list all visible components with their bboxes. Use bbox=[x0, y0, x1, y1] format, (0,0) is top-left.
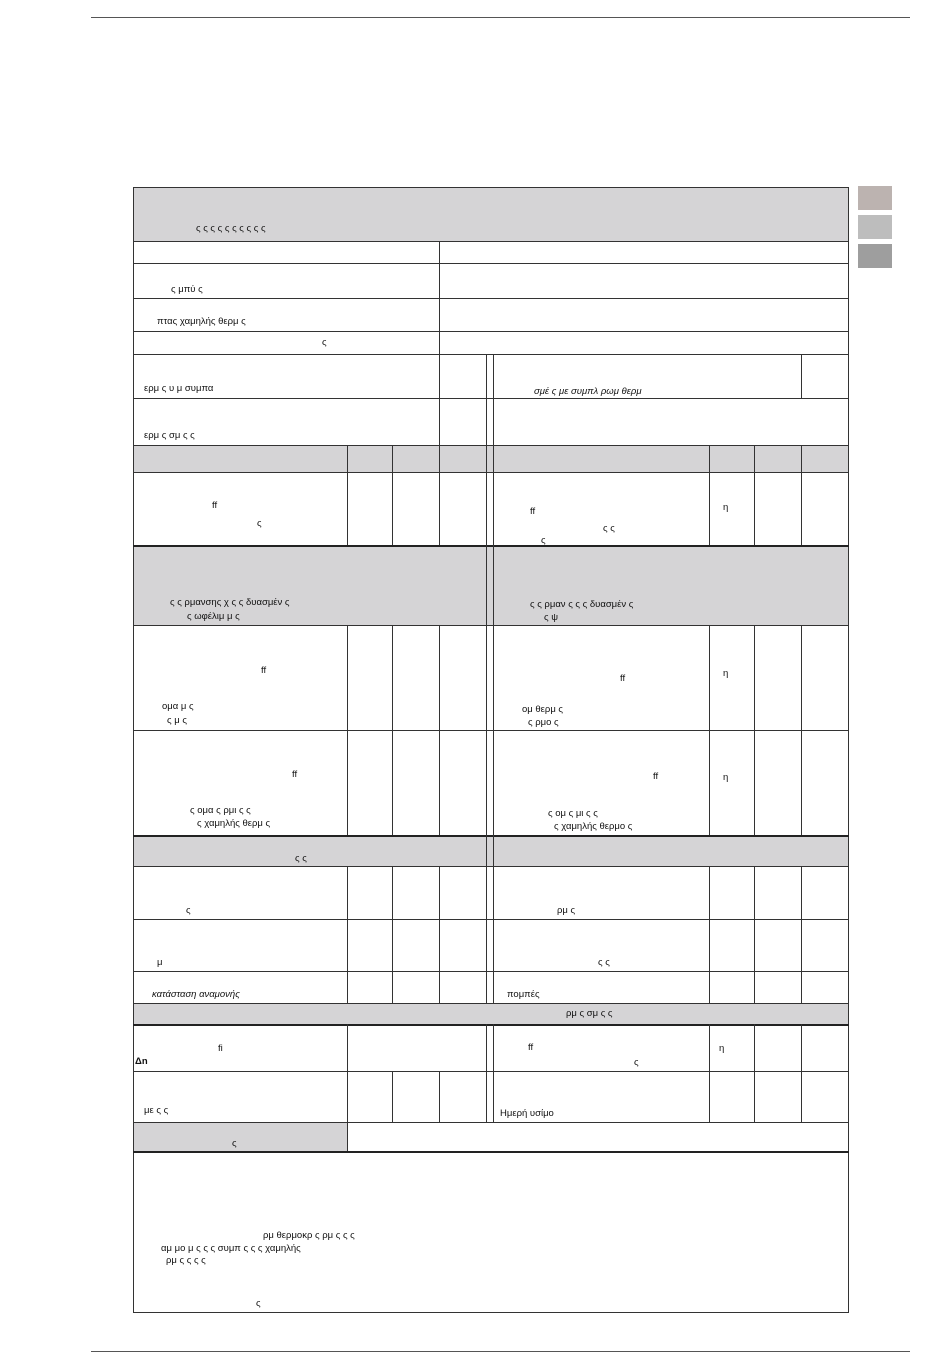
row1-label: ς μπύ ς bbox=[171, 284, 203, 295]
b1-eta: η bbox=[723, 502, 729, 513]
row4-left-label: ερμ ς υ μ συμπα bbox=[144, 383, 214, 394]
hline bbox=[133, 1151, 849, 1153]
vline bbox=[439, 241, 440, 446]
b5-left-row2: με ς ς bbox=[144, 1105, 169, 1116]
vline bbox=[486, 354, 487, 545]
section1-header-band bbox=[134, 446, 848, 472]
b2-left-b: ς μ ς bbox=[167, 715, 187, 726]
hline bbox=[133, 545, 849, 547]
header-sigma-row: ς ς ς ς ς ς ς ς ς ς bbox=[196, 223, 266, 234]
s2-right-line1: ς ς ρμαν ς ς ς δυασμέν ς bbox=[530, 599, 634, 610]
hline bbox=[133, 354, 849, 355]
swatch-2 bbox=[858, 215, 892, 239]
b4-right3: πομπές bbox=[507, 989, 540, 1000]
row2-label: πτας χαμηλής θερμ ς bbox=[157, 316, 246, 327]
hline bbox=[133, 625, 849, 626]
b5-eta: η bbox=[719, 1043, 725, 1054]
vline bbox=[392, 445, 393, 545]
b2-eta: η bbox=[723, 668, 729, 679]
section5-header-band bbox=[134, 1123, 347, 1151]
b2-right-a: ομ θερμ ς bbox=[522, 704, 564, 715]
hline bbox=[133, 1122, 849, 1123]
hline bbox=[133, 241, 849, 242]
vline bbox=[347, 625, 348, 835]
hline bbox=[133, 730, 849, 731]
vline bbox=[493, 1024, 494, 1122]
vline bbox=[347, 445, 348, 545]
vline bbox=[754, 1024, 755, 1122]
hline bbox=[133, 1003, 849, 1004]
hline bbox=[133, 298, 849, 299]
vline bbox=[801, 625, 802, 835]
vline bbox=[439, 1071, 440, 1122]
vline bbox=[709, 1024, 710, 1122]
b4-left3: κατάσταση αναμονής bbox=[152, 989, 240, 1000]
vline bbox=[754, 866, 755, 1003]
section4-header-band bbox=[134, 1004, 848, 1025]
hline bbox=[133, 919, 849, 920]
hline bbox=[133, 835, 849, 837]
vline bbox=[347, 866, 348, 1003]
vline bbox=[439, 445, 440, 545]
b2-left-a: ομα μ ς bbox=[162, 701, 194, 712]
vline bbox=[392, 866, 393, 1003]
b3-right-ff: ff bbox=[653, 771, 659, 782]
hline bbox=[133, 331, 849, 332]
b5-right-row2: Ημερή υσίμο bbox=[500, 1108, 554, 1119]
vline bbox=[486, 545, 487, 1003]
b3-right-b: ς χαμηλής θερμο ς bbox=[554, 821, 633, 832]
vline bbox=[709, 625, 710, 835]
hline bbox=[133, 398, 849, 399]
b2-left-ff: ff bbox=[261, 665, 267, 676]
section2-header-band bbox=[134, 547, 848, 625]
b2-right-ff: ff bbox=[620, 673, 626, 684]
b1-left-s: ς bbox=[257, 518, 262, 529]
s4-text: ρμ ς σμ ς ς bbox=[566, 1008, 613, 1019]
vline bbox=[493, 545, 494, 1003]
b4-right1: ρμ ς bbox=[557, 905, 576, 916]
vline bbox=[801, 1024, 802, 1122]
section3-header-band bbox=[134, 837, 848, 866]
b1-left-ff: ff bbox=[212, 500, 218, 511]
b4-right2: ς ς bbox=[598, 957, 610, 968]
row5-left-label: ερμ ς σμ ς ς bbox=[144, 430, 195, 441]
swatch-3 bbox=[858, 244, 892, 268]
hline bbox=[133, 1071, 849, 1072]
notes-line2: αμ μο μ ς ς ς συμπ ς ς ς χαμηλής bbox=[161, 1243, 301, 1254]
swatch-1 bbox=[858, 186, 892, 210]
vline bbox=[439, 866, 440, 1003]
top-rule bbox=[91, 17, 910, 18]
vline bbox=[392, 1071, 393, 1122]
b4-left1: ς bbox=[186, 905, 191, 916]
hline bbox=[133, 472, 849, 473]
vline bbox=[848, 445, 849, 472]
b5-right-s: ς bbox=[634, 1057, 639, 1068]
vline bbox=[439, 625, 440, 835]
vline bbox=[347, 1024, 348, 1122]
hline bbox=[133, 971, 849, 972]
hline bbox=[133, 263, 849, 264]
b1-right-ff: ff bbox=[530, 506, 536, 517]
s2-right-line2: ς ψ bbox=[544, 612, 558, 623]
vline bbox=[709, 445, 710, 545]
vline bbox=[392, 625, 393, 835]
b5-left-dn: Δn bbox=[135, 1056, 148, 1067]
b5-left-fi: ﬁ bbox=[218, 1043, 223, 1054]
s2-left-line1: ς ς ρμανσης χ ς ς δυασμέν ς bbox=[170, 597, 290, 608]
s2-left-line2: ς ωφέλιμ μ ς bbox=[187, 611, 240, 622]
b3-right-a: ς ομ ς μι ς ς bbox=[548, 808, 598, 819]
row4-right-label: σμέ ς με συμπλ ρωμ θερμ bbox=[534, 386, 642, 397]
row3-label: ς bbox=[322, 337, 327, 348]
notes-line3: ρμ ς ς ς ς bbox=[166, 1255, 206, 1266]
hline bbox=[133, 445, 849, 446]
b3-left-ff: ff bbox=[292, 769, 298, 780]
b1-right-s2: ς bbox=[541, 535, 546, 546]
notes-line4: ς bbox=[256, 1298, 261, 1309]
vline bbox=[801, 354, 802, 398]
b5-right-ff: ff bbox=[528, 1042, 534, 1053]
vline bbox=[801, 866, 802, 1003]
b1-right-s: ς ς bbox=[603, 523, 615, 534]
hline bbox=[133, 1024, 849, 1026]
s3-left-label: ς ς bbox=[295, 853, 307, 864]
notes-line1: ρμ θερμοκρ ς ρμ ς ς ς bbox=[263, 1230, 355, 1241]
b4-left2: μ bbox=[157, 957, 163, 968]
vline bbox=[709, 866, 710, 1003]
vline bbox=[347, 1122, 348, 1151]
b3-left-b: ς χαμηλής θερμ ς bbox=[197, 818, 271, 829]
hline bbox=[133, 866, 849, 867]
vline bbox=[754, 625, 755, 835]
vline bbox=[801, 445, 802, 545]
vline bbox=[493, 354, 494, 545]
bottom-rule bbox=[91, 1351, 910, 1352]
s5-label: ς bbox=[232, 1138, 237, 1149]
b3-left-a: ς ομα ς ρμι ς ς bbox=[190, 805, 251, 816]
vline bbox=[754, 445, 755, 545]
b3-eta: η bbox=[723, 772, 729, 783]
vline bbox=[486, 1024, 487, 1122]
b2-right-b: ς ρμο ς bbox=[528, 717, 559, 728]
